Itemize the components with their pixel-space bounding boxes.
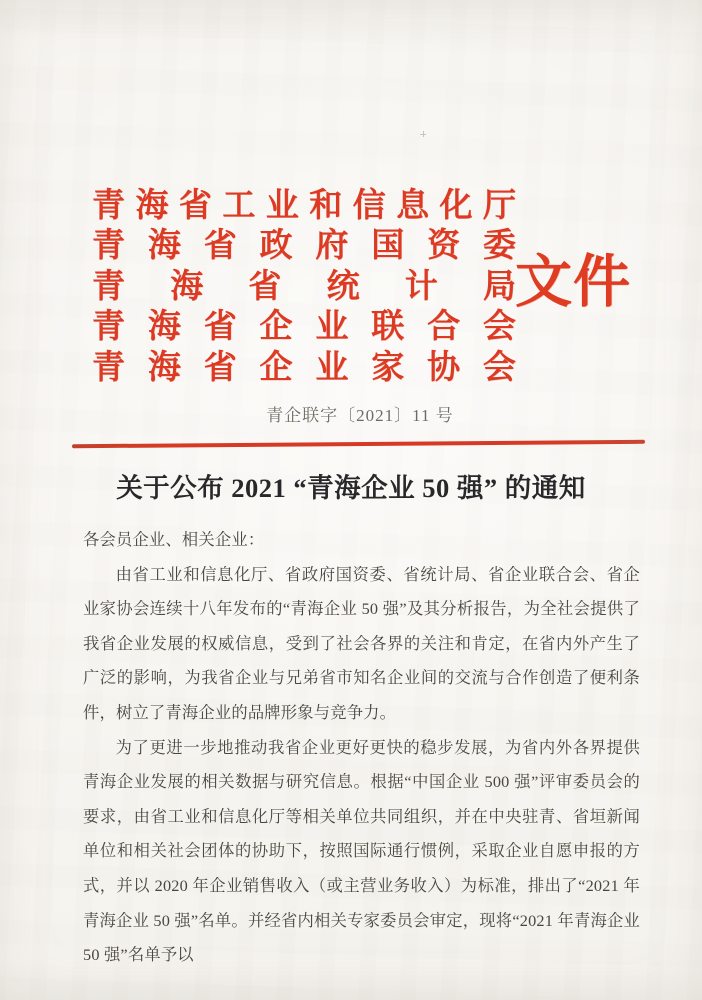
red-separator-line bbox=[72, 440, 645, 448]
document-type-label: 文件 bbox=[515, 251, 631, 314]
document-body bbox=[83, 523, 640, 973]
document-title: 关于公布 2021 “青海企业 50 强” 的通知 bbox=[116, 473, 586, 503]
salutation: 各会员企业、相关企业： bbox=[83, 530, 265, 549]
scan-speck-mark bbox=[420, 131, 426, 137]
document-number: 青企联字〔2021〕11 号 bbox=[266, 406, 454, 425]
agency-name-2: 青 海 省 政 府 国 资 委 bbox=[92, 228, 516, 265]
agency-name-1: 青 海 省 工 业 和 信 息 化 厅 bbox=[92, 187, 516, 224]
issuing-agencies bbox=[92, 182, 516, 385]
agency-name-5: 青 海 省 企 业 家 协 会 bbox=[92, 349, 516, 386]
body-paragraph-2: 为了更进一步地推动我省企业更好更快的稳步发展，为省内外各界提供青海企业发展的相关数据与研究信息。根据“中国企业 500 强”评审委员会的要求，由省工业和信息化厅等相关单位共同组织，并在中央驻青、省垣新闻单位和相关社会团体的协助下，按照国际通行惯例，采取企业自愿申报的方式，并以 2020 年企业销售收入（或主营业务收入）为标准，排出了“2021 年青海企业 50 强”名单。并经省内相关专家委员会审定，现将“2021 年青海企业 50 强”名单予以 bbox=[83, 737, 640, 965]
agency-name-4: 青 海 省 企 业 联 合 会 bbox=[92, 309, 516, 346]
agency-name-3: 青 海 省 统 计 局 bbox=[92, 268, 516, 305]
body-paragraph-1: 由省工业和信息化厅、省政府国资委、省统计局、省企业联合会、省企业家协会连续十八年发布的“青海企业 50 强”及其分析报告，为全社会提供了我省企业发展的权威信息，受到了社会各界的关注和肯定，在省内外产生了广泛的影响，为我省企业与兄弟省市知名企业间的交流与合作创造了便利条件，树立了青海企业的品牌形象与竞争力。 bbox=[83, 564, 640, 722]
